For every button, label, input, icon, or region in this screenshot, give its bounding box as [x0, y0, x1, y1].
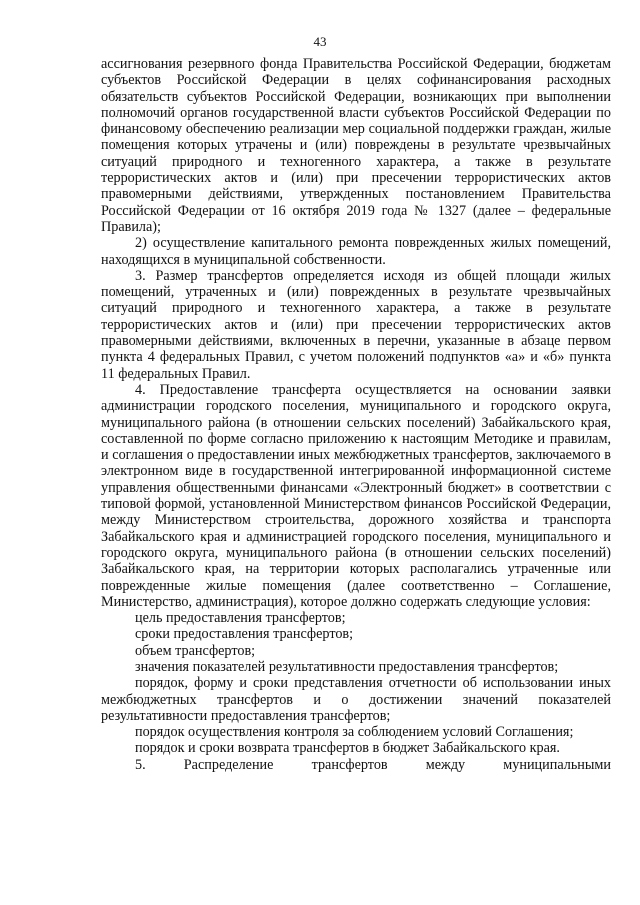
paragraph: 4. Предоставление трансферта осуществляется на основании заявки администрации городского поселения, муниципального и городского округа, муниципального района (в отношении сельских поселений) Забайкальского края, составленной по форме согласно приложению к настоящим Методике и правилам, и соглашения о предоставлении иных межбюджетных трансфертов, заключаемого в электронном виде в государственной интегрированной информационной системе управления общественными финансами «Электронный бюджет» в соответствии с типовой формой, установленной Министерством финансов Российской Федерации, между Министерством строительства, дорожного хозяйства и транспорта Забайкальского края и администрацией городского поселения, муниципального и городского округа, муниципального района (в отношении сельских поселений) Забайкальского края, на территории которых располагались утраченные или поврежденные жилые помещения (далее соответственно – Соглашение, Министерство, администрация), которое должно содержать следующие условия: [101, 381, 611, 610]
paragraph: 2) осуществление капитального ремонта поврежденных жилых помещений, находящихся в муниципальной собственности. [101, 235, 611, 268]
list-item: объем трансфертов; [135, 642, 256, 659]
list-item: порядок и сроки возврата трансфертов в бюджет Забайкальского края. [135, 740, 560, 757]
list-item: цель предоставления трансфертов; [135, 610, 346, 627]
list-item: значения показателей результативности предоставления трансфертов; [135, 658, 559, 675]
document-body [101, 56, 611, 773]
page-number: 43 [313, 34, 327, 49]
paragraph: 3. Размер трансфертов определяется исходя из общей площади жилых помещений, утраченных и (или) поврежденных в результате чрезвычайных ситуаций природного и техногенного характера, а также в результате террористических актов и (или) при пресечении террористических актов правомерными действиями, включенных в перечни, указанные в абзаце первом пункта 4 федеральных Правил, с учетом положений подпунктов «а» и «б» пункта 11 федеральных Правил. [101, 267, 611, 382]
list-item: сроки предоставления трансфертов; [135, 626, 354, 643]
paragraph: ассигнования резервного фонда Правительства Российской Федерации, бюджетам субъектов Российской Федерации в целях софинансирования расходных обязательств субъектов Российской Федерации, возникающих при выполнении полномочий органов государственной власти субъектов Российской Федерации по финансовому обеспечению реализации мер социальной поддержки граждан, жилые помещения которых утрачены и (или) повреждены в результате чрезвычайных ситуаций природного и техногенного характера, а также в результате террористических актов и (или) при пресечении террористических актов правомерными действиями, утвержденных постановлением Правительства Российской Федерации от 16 октября 2019 года № 1327 (далее – федеральные Правила); [101, 56, 611, 235]
paragraph: 5. Распределение трансфертов между муниципальными [135, 756, 611, 773]
list-item: порядок, форму и сроки представления отчетности об использовании иных межбюджетных трансфертов и о достижении значений показателей результативности предоставления трансфертов; [101, 675, 611, 724]
list-item: порядок осуществления контроля за соблюдением условий Соглашения; [135, 724, 574, 741]
